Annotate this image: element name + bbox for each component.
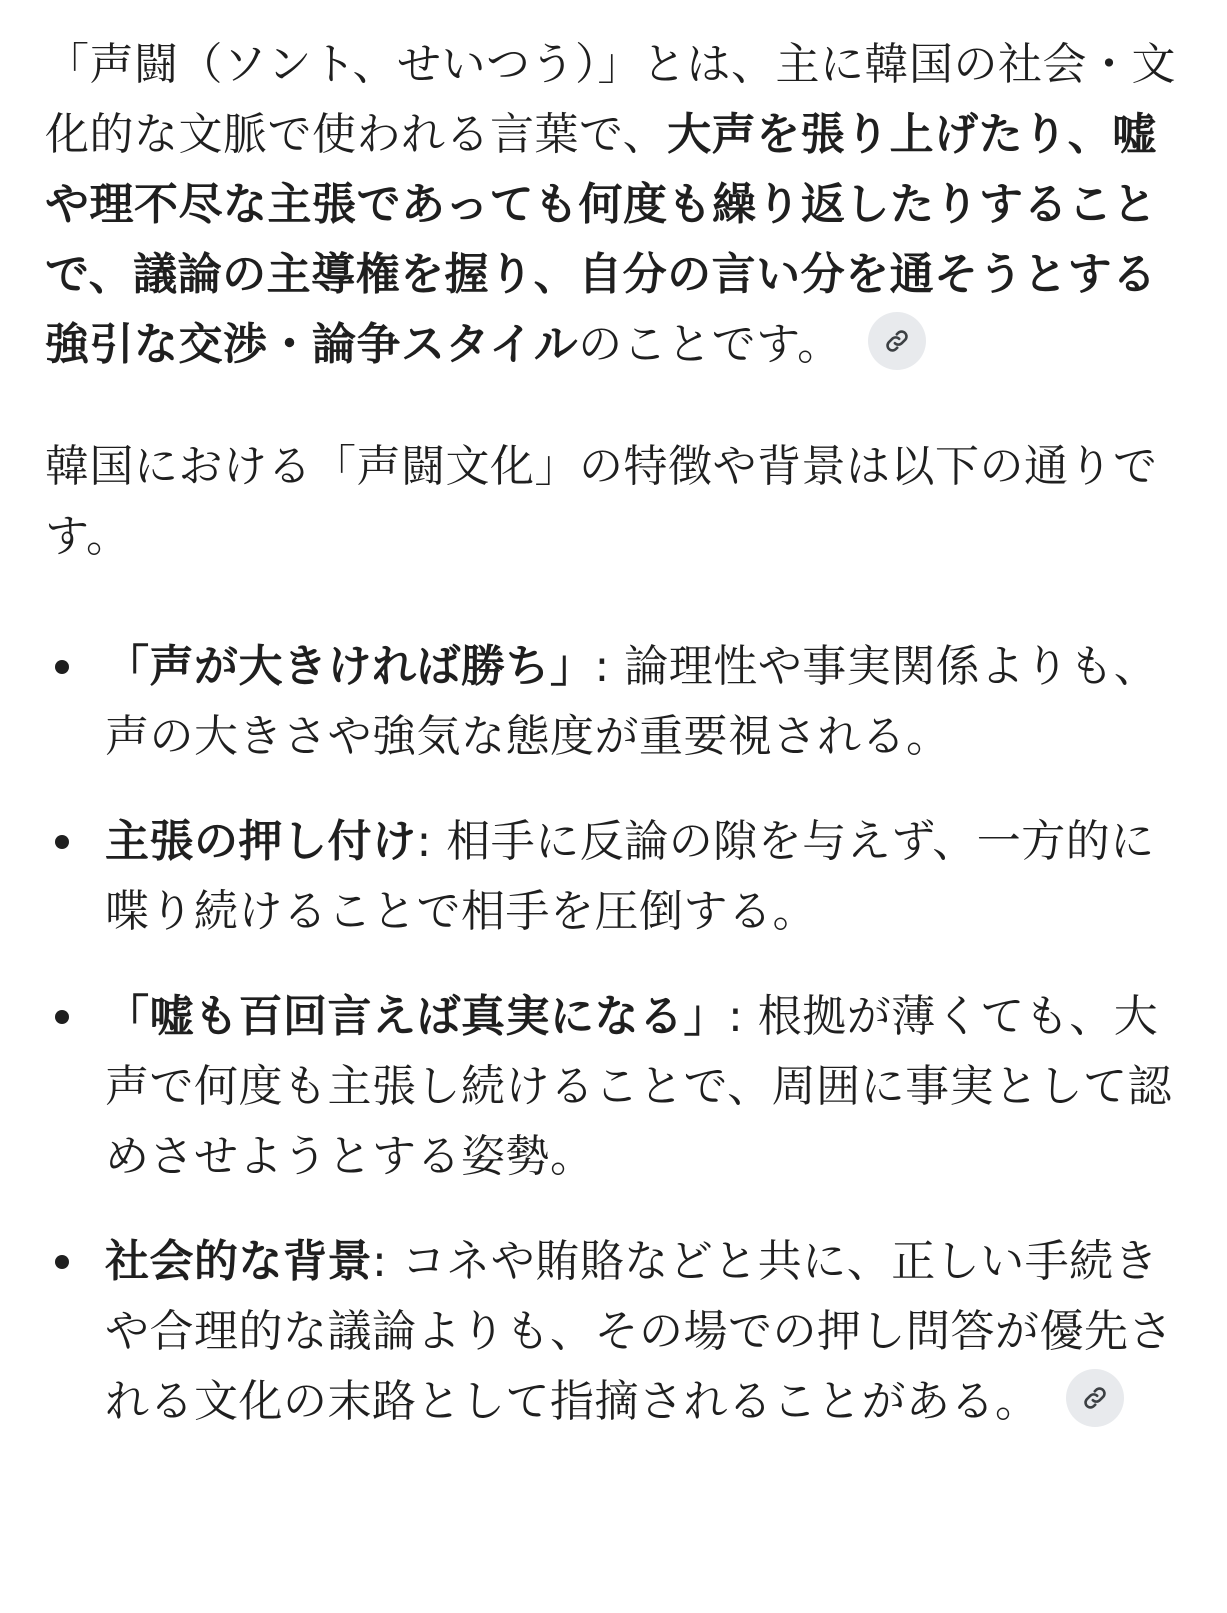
list-item-term: 社会的な背景 [105,1236,372,1287]
list-item [45,807,1195,947]
intro-prefix: 「声闘（ソント、せいつう）」とは、主に韓国の社会・文化的な文脈で使われる言葉で、 [45,39,1177,160]
link-icon [1082,1385,1108,1411]
list-item-desc: : 論理性や事実関係よりも、声の大きさや強気な態度が重要視される。 [105,641,1159,762]
list-item-desc: : 相手に反論の隙を与えず、一方的に喋り続けることで相手を圧倒する。 [105,816,1155,937]
list-item-desc: : コネや賄賂などと共に、正しい手続きや合理的な議論よりも、その場での押し問答が優先される文化の末路として指摘されることがある。 [105,1236,1173,1427]
bullet-icon [55,1010,69,1024]
lead-paragraph: 韓国における「声闘文化」の特徴や背景は以下の通りです。 [45,441,1158,562]
list-item [45,982,1195,1192]
bullet-icon [55,1255,69,1269]
list-item [45,632,1195,772]
bullet-icon [55,660,69,674]
source-link-button[interactable] [868,312,926,370]
list-item-term: 主張の押し付け [105,816,417,867]
intro-suffix: のことです。 [578,319,842,370]
intro-bold-definition: 大声を張り上げたり、嘘や理不尽な主張であっても何度も繰り返したりすることで、議論の主導権を握り、自分の言い分を通そうとする強引な交渉・論争スタイル [45,109,1158,370]
link-icon [884,328,910,354]
list-item [45,1227,1195,1437]
response-content [45,30,1195,1472]
list-item-desc: : 根拠が薄くても、大声で何度も主張し続けることで、周囲に事実として認めさせようとする姿勢。 [105,991,1173,1182]
list-item-term: 「嘘も百回言えば真実になる」 [105,991,728,1042]
list-item-term: 「声が大きければ勝ち」 [105,641,595,692]
bullet-icon [55,835,69,849]
source-link-button[interactable] [1066,1369,1124,1427]
intro-paragraph [45,30,1195,380]
feature-list [45,632,1195,1437]
